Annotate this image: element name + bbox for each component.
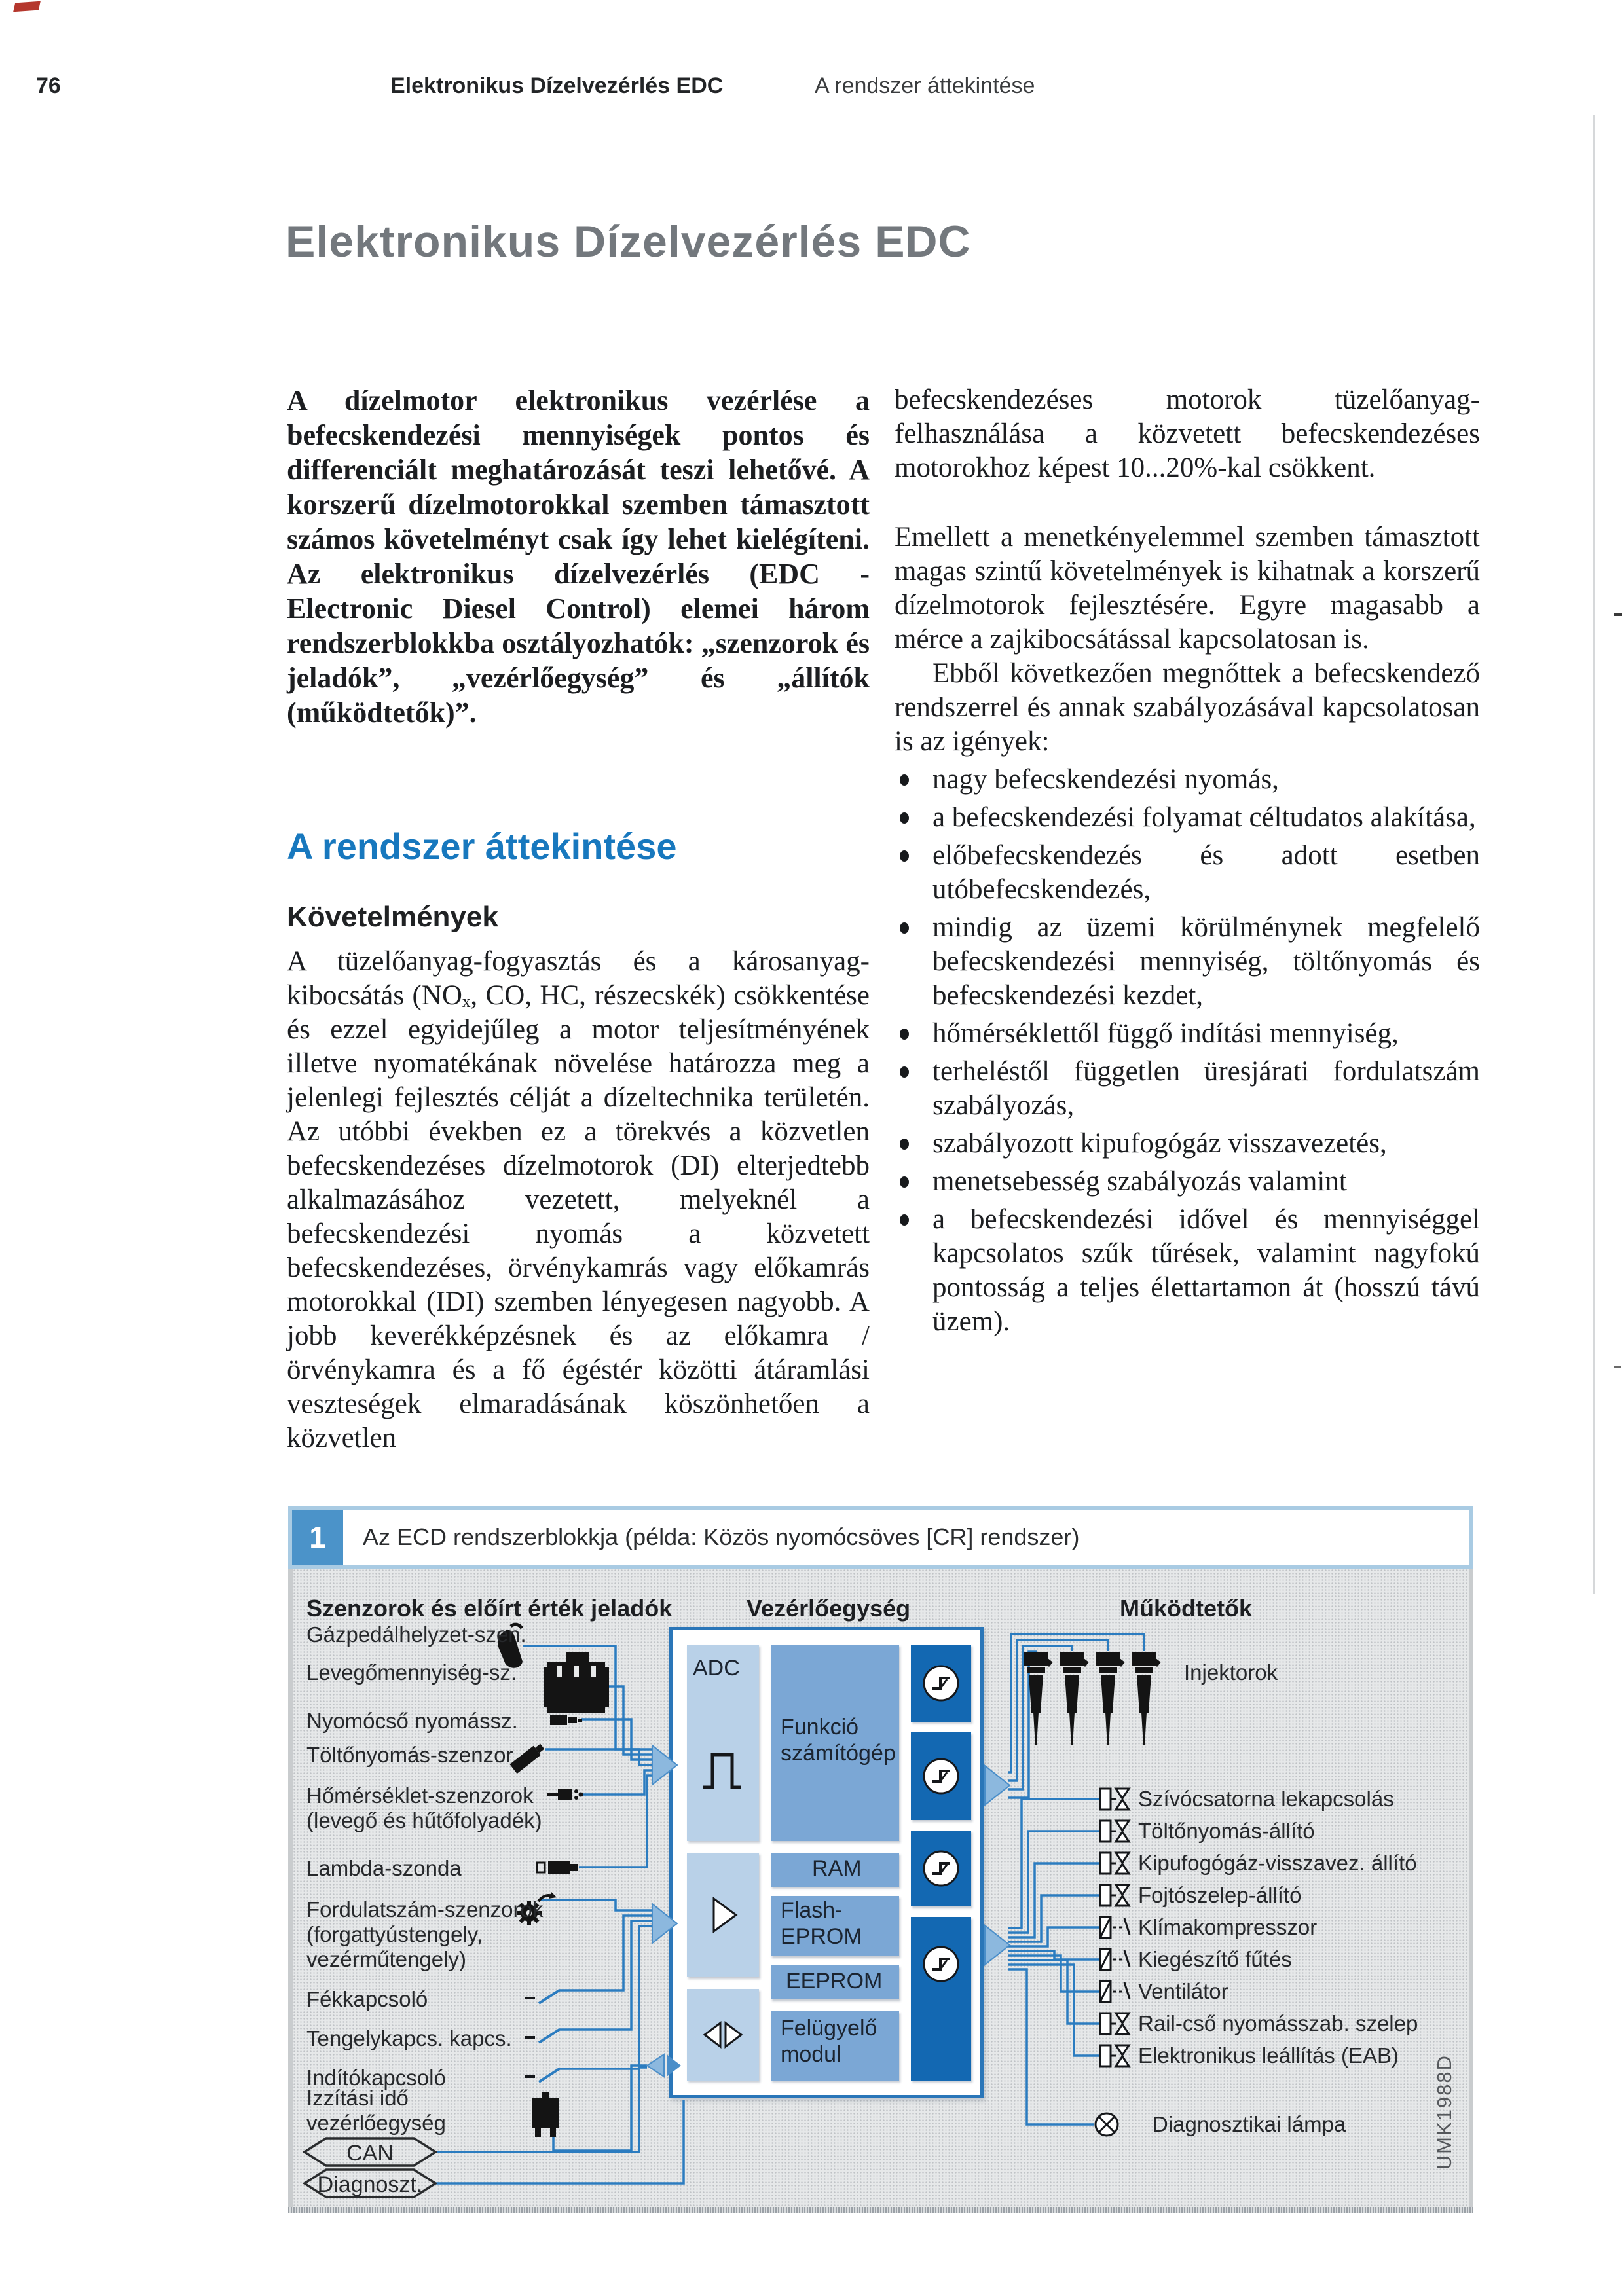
ecu-label-ram: RAM — [812, 1856, 862, 1881]
actuator-label: Kipufogógáz-visszavez. állító — [1138, 1851, 1417, 1875]
scan-edge-tick — [1614, 1366, 1621, 1368]
sub-heading: Követelmények — [287, 901, 498, 933]
actuator-label: Töltőnyomás-állító — [1138, 1819, 1315, 1843]
sensor-label-rpm: Fordulatszám-szenzorok (forgattyústengely, vezérműtengely) — [306, 1897, 544, 1971]
injectors-label: Injektorok — [1184, 1660, 1278, 1685]
valve-actuator-icon — [1100, 1789, 1129, 1810]
sensor-label-ignition-switch: Indítókapcsoló — [306, 2066, 446, 2090]
text-column-left — [287, 383, 870, 1455]
glow-relay-icon — [532, 2092, 559, 2137]
scan-edge-tick — [1614, 613, 1622, 616]
boost-pressure-sensor-icon — [509, 1741, 545, 1774]
lambda-sensor-icon — [537, 1861, 578, 1874]
valve-actuator-icon — [1100, 2013, 1129, 2034]
relay-actuator-icon — [1100, 1917, 1130, 1938]
page-title: Elektronikus Dízelvezérlés EDC — [286, 217, 971, 266]
requirements-list — [895, 763, 1480, 1339]
header-section: A rendszer áttekintése — [815, 73, 1035, 98]
can-bus-label: CAN — [346, 2141, 394, 2166]
ecu-label-eeprom: EEPROM — [786, 1969, 883, 1994]
text-column-right — [895, 383, 1480, 1343]
relay-actuator-icon — [1100, 1949, 1130, 1970]
column-header-sensors: Szenzorok és előírt érték jeladók — [306, 1595, 673, 1622]
list-item: előbefecskendezés és adott esetben utóbefecskendezés, — [895, 839, 1480, 907]
page-number: 76 — [36, 73, 61, 98]
body-paragraph: Emellett a menetkényelemmel szemben támasztott magas szintű követelmények is kihatnak a korszerű dízelmotorok fejlesztésére. Egyre magasabb a mérce a zajkibocsátással kapcsolatosan is. — [895, 522, 1480, 655]
header-chapter: Elektronikus Dízelvezérlés EDC — [390, 73, 724, 98]
list-item: hőmérséklettől függő indítási mennyiség, — [895, 1017, 1480, 1051]
temperature-sensor-icon — [547, 1789, 583, 1800]
actuator-label: Klímakompresszor — [1138, 1915, 1318, 1939]
actuator-label: Ventilátor — [1138, 1979, 1228, 2003]
bus-arrow-sensors-lower — [652, 1904, 677, 1943]
figure-ecd-system-block — [288, 1506, 1473, 2213]
list-item: nagy befecskendezési nyomás, — [895, 763, 1480, 797]
actuator-label: Kiegészítő fűtés — [1138, 1947, 1292, 1971]
list-item: a befecskendezési folyamat céltudatos alakítása, — [895, 801, 1480, 835]
figure-number-badge: 1 — [292, 1510, 343, 1565]
relay-actuator-icon — [1100, 1981, 1130, 2002]
sensor-label-accelerator: Gázpedálhelyzet-szen. — [306, 1622, 526, 1647]
sensor-label-boost-pressure: Töltőnyomás-szenzor — [306, 1743, 513, 1767]
figure-watermark: UMK1988D — [1433, 2054, 1456, 2170]
figure-caption: Az ECD rendszerblokkja (példa: Közös nyomócsöves [CR] rendszer) — [343, 1510, 1469, 1565]
diagnostic-lamp-icon — [1096, 2113, 1118, 2136]
bus-arrow-actuators — [985, 1925, 1010, 1965]
driver-stage-icon — [924, 1947, 958, 1981]
sensor-label-rail-pressure: Nyomócső nyomássz. — [306, 1709, 518, 1733]
driver-stage-icon — [924, 1851, 958, 1886]
valve-actuator-icon — [1100, 1885, 1129, 1906]
rail-pressure-sensor-icon — [550, 1715, 582, 1725]
actuator-label: Elektronikus leállítás (EAB) — [1138, 2043, 1399, 2068]
sensor-label-temperature: Hőmérséklet-szenzorok (levegő és hűtőfolyadék) — [306, 1783, 542, 1832]
scan-registration-mark — [13, 1, 41, 12]
ecu-label-monitor: Felügyelő modul — [781, 2016, 877, 2067]
bus-diamond-bidirectional — [647, 2054, 681, 2077]
ecu-label-flash: Flash- EPROM — [781, 1898, 862, 1949]
valve-actuator-icon — [1100, 2045, 1129, 2066]
section-heading: A rendszer áttekintése — [287, 826, 677, 867]
body-paragraph: A tüzelőanyag-fogyasztás és a károsanyag-kibocsátás (NOₓ, CO, HC, részecskék) csökkentése és ezzel egyidejűleg a motor teljesítményének illetve nyomatékának növelése határozza meg a jelenlegi fejlesztés célját a dízeltechnika területén. Az utóbbi években ez a törekvés a közvetlen befecskendezéses dízelmotorok (DI) elterjedtebb alkalmazásához vezetett, melyeknél a befecskendezési nyomás a közvetett befecskendezéses, örvénykamrás vagy előkamrás motorokkal (IDI) szemben lényegesen nagyobb. A jobb keverékképzésnek és az előkamra / örvénykamra és a fő égéstér közötti átáramlási veszteségek elmaradásának köszönhetően a közvetlen — [287, 946, 870, 1453]
injector-icon — [1132, 1652, 1161, 1745]
sensor-label-lambda: Lambda-szonda — [306, 1856, 462, 1880]
body-paragraph: befecskendezéses motorok tüzelőanyag-felhasználása a közvetett befecskendezéses motorokhoz képest 10...20%-kal csökkent. — [895, 384, 1480, 483]
list-item: szabályozott kipufogógáz visszavezetés, — [895, 1127, 1480, 1161]
actuator-label: Fojtószelep-állító — [1138, 1883, 1302, 1907]
body-paragraph: Ebből következően megnőttek a befecskendező rendszerrel és annak szabályozásával kapcsolatosan is az igények: — [895, 658, 1480, 757]
list-item: mindig az üzemi körülménynek megfelelő befecskendezési mennyiség, töltőnyomás és befecskendezési kezdet, — [895, 911, 1480, 1013]
clutch-switch-icon — [525, 2030, 559, 2043]
intro-paragraph: A dízelmotor elektronikus vezérlése a befecskendezési mennyiségek pontos és differenciált meghatározását teszi lehetővé. A korszerű dízelmotorokkal szemben támasztott számos követelményt csak így lehet kielégíteni. Az elektronikus dízelvezérlés (EDC - Electronic Diesel Control) elemei három rendszerblokkba osztályozhatók: „szenzorok és jeladók”, „vezérlőegység” és „állítók (működtetők)”. — [287, 384, 870, 729]
brake-switch-icon — [525, 1990, 559, 2003]
list-item: menetsebesség szabályozás valamint — [895, 1165, 1480, 1199]
bus-arrow-sensors-upper — [652, 1745, 677, 1785]
list-item: terheléstől független üresjárati fordulatszám szabályozás, — [895, 1055, 1480, 1123]
adc-pulse-icon — [703, 1755, 741, 1787]
list-item: a befecskendezési idővel és mennyiséggel kapcsolatos szűk tűrések, valamint nagyfokú pontosság a teljes élettartamon át (hosszú távú üzem). — [895, 1203, 1480, 1339]
ignition-switch-icon — [525, 2069, 559, 2082]
injector-icon — [1096, 1652, 1125, 1745]
figure-bottom-edge — [288, 2207, 1473, 2213]
actuator-label: Szívócsatorna lekapcsolás — [1138, 1787, 1394, 1811]
amplifier-triangle-icon — [714, 1899, 736, 1931]
air-mass-meter-icon — [544, 1652, 609, 1713]
column-header-actuators: Működtetők — [1120, 1595, 1252, 1622]
diagnostic-lamp-label: Diagnosztikai lámpa — [1153, 2112, 1346, 2136]
driver-stage-icon — [924, 1759, 958, 1793]
diagnostics-bus-label: Diagnoszt. — [317, 2172, 423, 2197]
sensor-label-airmass: Levegőmennyiség-sz. — [306, 1660, 517, 1685]
actuator-label: Rail-cső nyomásszab. szelep — [1138, 2011, 1418, 2035]
valve-actuator-icon — [1100, 1853, 1129, 1874]
valve-actuator-icon — [1100, 1821, 1129, 1842]
ecu-label-adc: ADC — [693, 1656, 740, 1681]
duplex-io-icon — [705, 2023, 741, 2047]
driver-stage-icon — [924, 1666, 958, 1700]
injector-icon — [1060, 1652, 1089, 1745]
sensor-label-brake-switch: Fékkapcsoló — [306, 1987, 428, 2011]
ecu-label-function-computer: Funkció számítógép — [781, 1715, 896, 1766]
sensor-label-clutch-switch: Tengelykapcs. kapcs. — [306, 2026, 512, 2050]
bus-arrow-injectors — [985, 1766, 1010, 1805]
sensor-label-glow-control: Izzítási idő vezérlőegység — [306, 2086, 446, 2135]
column-header-ecu: Vezérlőegység — [747, 1595, 911, 1622]
scan-edge-line — [1593, 115, 1595, 1594]
